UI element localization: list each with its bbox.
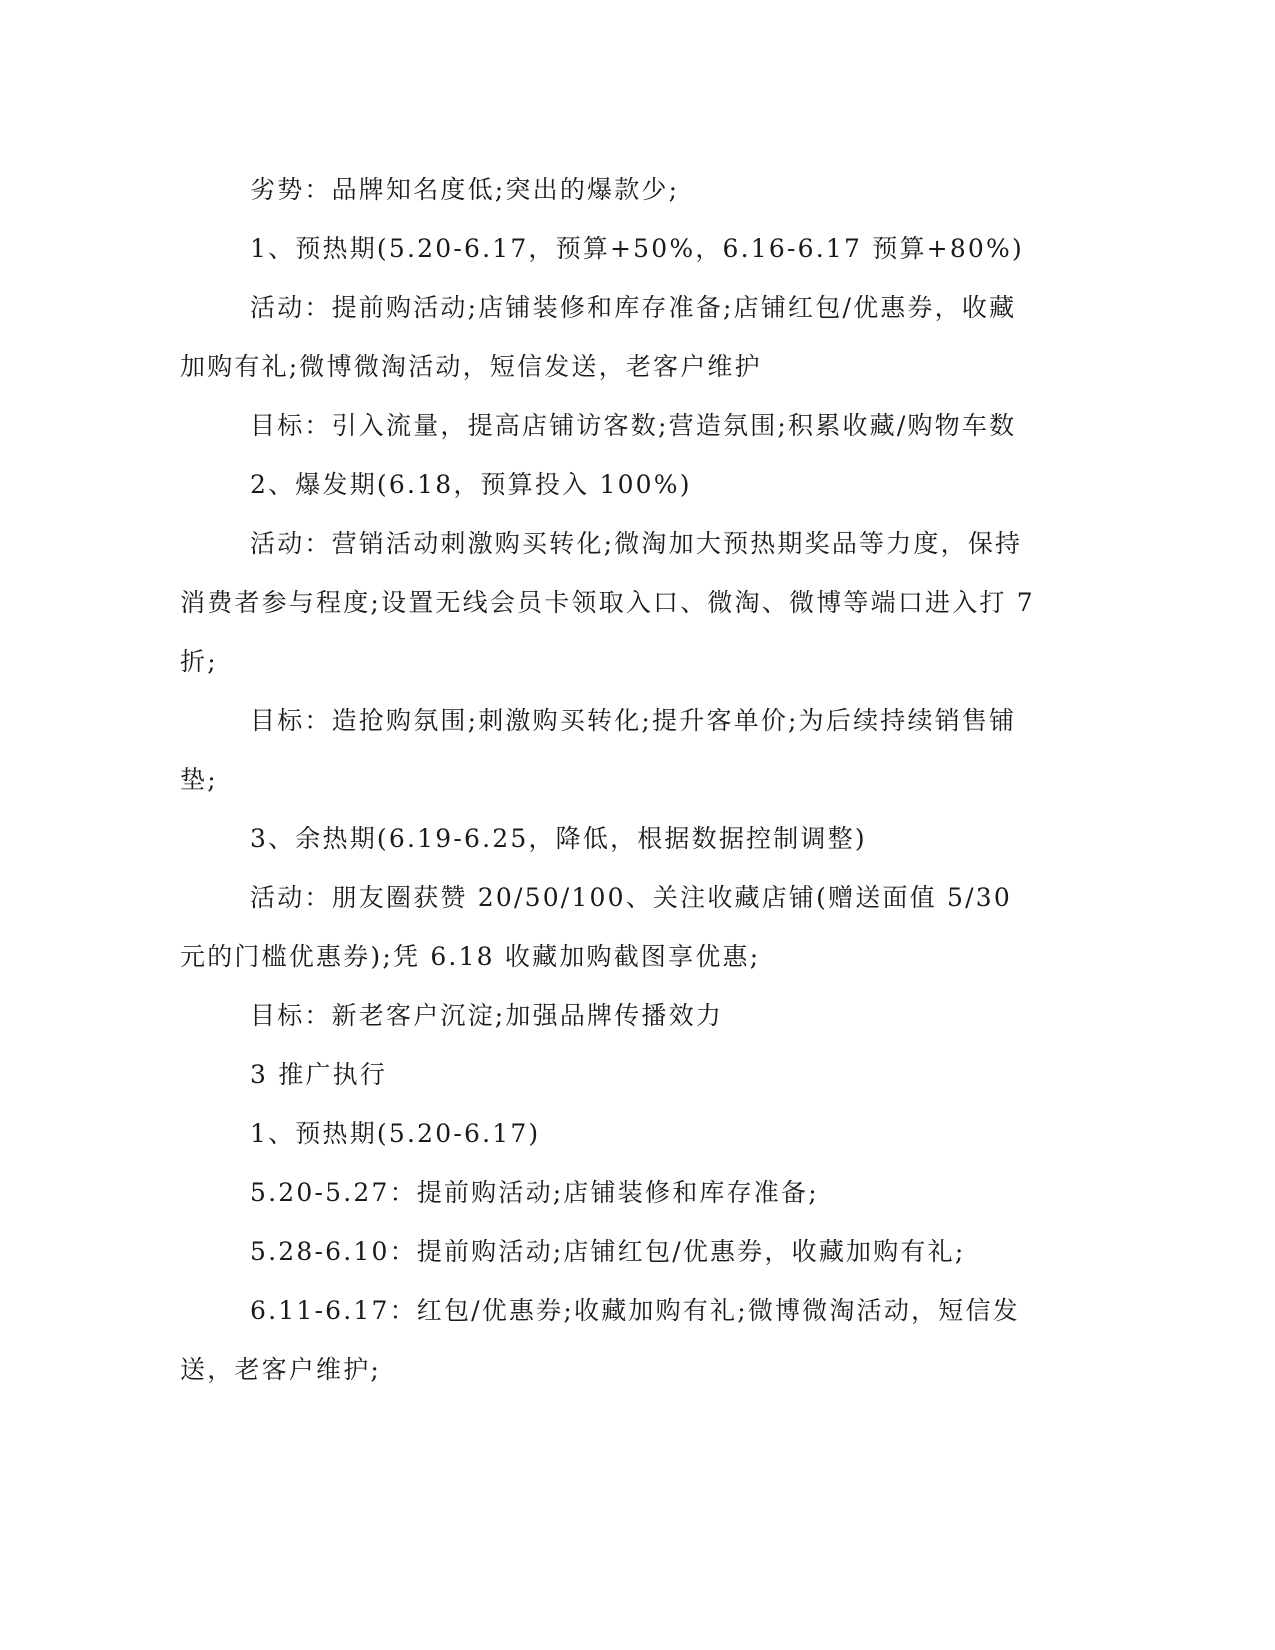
paragraph-preheat-activities: 活动：提前购活动;店铺装修和库存准备;店铺红包/优惠券，收藏加购有礼;微博微淘活动，短信发送，老客户维护 (180, 293, 1017, 381)
paragraph-burst-phase: 2、爆发期(6.18，预算投入 100%) (250, 470, 692, 499)
paragraph-schedule-3: 6.11-6.17：红包/优惠券;收藏加购有礼;微博微淘活动，短信发送，老客户维护; (180, 1296, 1020, 1384)
paragraph-schedule-1: 5.20-5.27：提前购活动;店铺装修和库存准备; (250, 1178, 819, 1207)
paragraph-afterheat-activities: 活动：朋友圈获赞 20/50/100、关注收藏店铺(赠送面值 5/30 元的门槛优惠券);凭 6.18 收藏加购截图享优惠; (180, 883, 1012, 971)
paragraph-afterheat-goals: 目标：新老客户沉淀;加强品牌传播效力 (250, 1001, 724, 1030)
paragraph-preheat-goals: 目标：引入流量，提高店铺访客数;营造氛围;积累收藏/购物车数 (250, 411, 1017, 440)
paragraph-afterheat-phase: 3、余热期(6.19-6.25，降低，根据数据控制调整) (250, 824, 867, 853)
document-body (180, 160, 1040, 1399)
paragraph-burst-goals: 目标：造抢购氛围;刺激购买转化;提升客单价;为后续持续销售铺垫; (180, 706, 1017, 794)
paragraph-execution-preheat: 1、预热期(5.20-6.17) (250, 1119, 541, 1148)
paragraph-weakness: 劣势：品牌知名度低;突出的爆款少; (250, 175, 680, 204)
paragraph-schedule-2: 5.28-6.10：提前购活动;店铺红包/优惠券，收藏加购有礼; (250, 1237, 966, 1266)
paragraph-preheat-phase: 1、预热期(5.20-6.17，预算+50%，6.16-6.17 预算+80%) (250, 234, 1024, 263)
section-heading-promotion: 3 推广执行 (250, 1060, 388, 1089)
paragraph-burst-activities: 活动：营销活动刺激购买转化;微淘加大预热期奖品等力度，保持消费者参与程度;设置无线会员卡领取入口、微淘、微博等端口进入打 7 折; (180, 529, 1035, 676)
